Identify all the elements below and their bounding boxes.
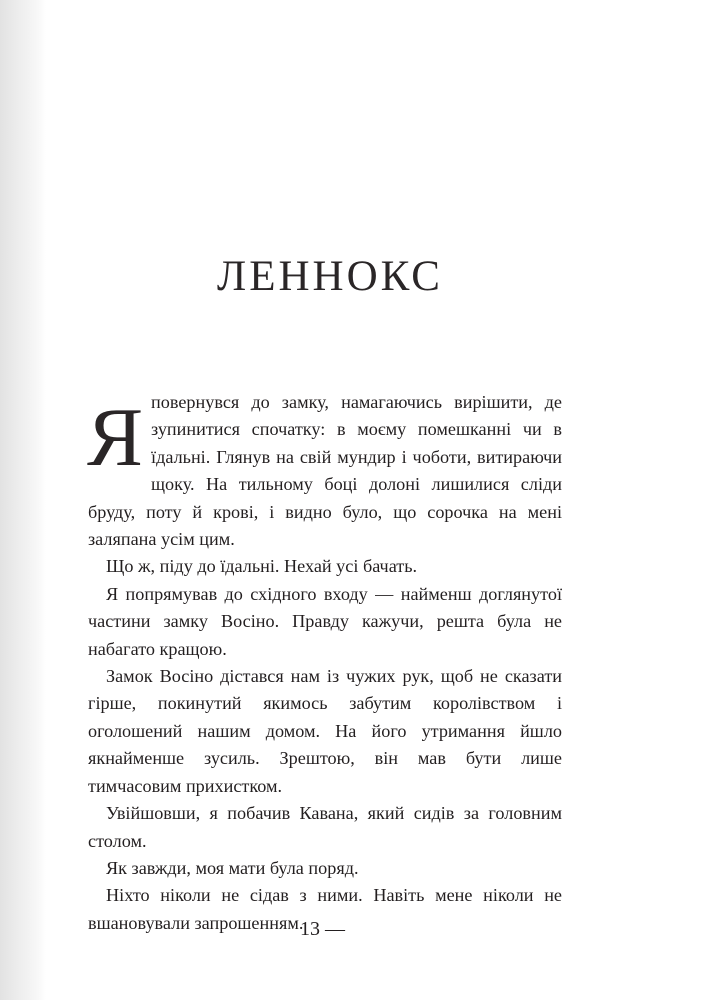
- paragraph-1-text: повернувся до замку, намагаючись вирішити, де зупинитися спочатку: в моєму помешканні чи в їдальні. Глянув на свій мундир і чоботи, витираючи щоку. На тильному боці долоні лишилися сліди бруду, поту й крові, і видно було, що сорочка на мені заляпана усім цим.: [88, 392, 562, 550]
- paragraph-2: Що ж, піду до їдальні. Нехай усі бачать.: [106, 556, 418, 577]
- page-gutter-shadow: [0, 0, 46, 1000]
- drop-cap: Я: [87, 391, 144, 484]
- paragraph-7: Ніхто ніколи не сідав з ними. Навіть мене ніколи не вшановували запрошенням.: [88, 885, 562, 933]
- paragraph-3: Я попрямував до східного входу — найменш доглянутої частини замку Восіно. Правду кажучи, решта була не набагато кращою.: [88, 583, 562, 659]
- paragraph-4: Замок Восіно дістався нам із чужих рук, щоб не сказати гірше, покинутий якимось забутим королівством і оголошений нашим домом. На його утримання йшло якнайменше зусиль. Зрештою, він мав бути лише тимчасовим прихистком.: [88, 666, 562, 796]
- paragraph-5: Увійшовши, я побачив Кавана, який сидів за головним столом.: [88, 803, 562, 851]
- chapter-title: ЛЕННОКС: [217, 253, 443, 300]
- paragraph-6: Як завжди, моя мати була поряд.: [106, 857, 359, 878]
- page-number: 13 —: [300, 918, 345, 940]
- body-text: [88, 389, 562, 937]
- paragraph-1: [88, 389, 562, 553]
